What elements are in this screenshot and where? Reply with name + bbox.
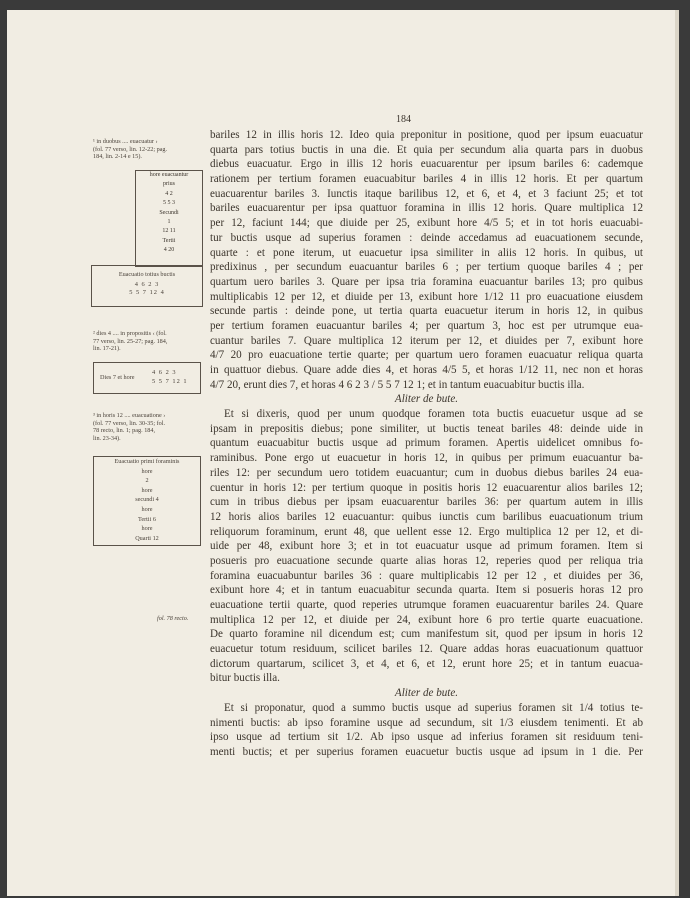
text-line: nimenti buctis: ab ipso foramine usque ad secundum, sit 1/3 eiusdem tenimenti. Et ab [210, 716, 643, 729]
note-line: ² dies 4 .... in propositis ‹ (fol. [93, 330, 167, 337]
text-line: uide per 48, exibunt hore 3; et in tot euacuatur usque ad primum foramen. Item si [210, 540, 643, 553]
text-line: secunde partis : deinde pone, ut tertia quarta euacuetur iterum in horis 12, in quibus [210, 305, 643, 318]
note-line: (fol. 77 verso, lin. 30-35; fol. [93, 419, 166, 427]
table-caption: Euacuatio totius buctis [118, 271, 176, 278]
text-line: bariles euacuarentur per ipsa quattuor foramina in illis 12 horis. Quare multiplica 12 [210, 202, 643, 215]
text-line: ipsam in prepositis diebus; pone similiter, ut buctis teneat bariles 48: deinde uide in [210, 422, 643, 435]
text-line: 4/7 20, erunt dies 7, et horas 4 6 2 3 / 5 5 7 12 1; et in tantum euacuabitur buctis illa. [210, 378, 585, 391]
text-line: rationem per tertium foramen euacuabitur bariles 4 in illis 12 horis. Et per quartum [210, 173, 643, 186]
box-line: hore [141, 486, 153, 494]
box-line: 5 5 3 [163, 200, 175, 207]
text-line: dictorum quartarum, scilicet 3, et 4, et 6, et 12, erunt hore 25; et in tantum euacua- [210, 657, 643, 670]
text-line: predixinus , per secundum euacuantur bariles 6 ; per tertium quoque bariles 4 ; per [210, 261, 643, 274]
note-line: 78 recto, lin. 1; pag. 184, [93, 427, 156, 435]
text-line: euacuetur totum residuum, scilicet bariles 12. Quare addas horas euacuationum quattuor [210, 643, 643, 656]
text-line: quantum euacuabitur buctis usque ad primum foramen. Apertis uidelicet omnibus fo- [210, 437, 643, 450]
evacuation-table-total [91, 265, 203, 307]
section-heading: Aliter de bute. [394, 687, 459, 700]
book-page [7, 10, 679, 896]
box-line: hore euacuantur [149, 172, 189, 178]
text-line: raminibus. Pone ergo ut euacuetur in horis 12, in quibus per primum euacuantur ba- [210, 452, 643, 465]
box-line: 4 2 [165, 190, 173, 197]
text-line: 4/7 20 pro euacuatione tertie quarte; per quartum uero foramen euacuatur reliqua quarta [210, 349, 643, 362]
text-line: Et si dixeris, quod per unum quodque foramen tota buctis euacuetur usque ad se [224, 408, 643, 421]
box-line: Quarti 12 [135, 534, 159, 542]
note-line: ³ in horis 12 .... euacuatione › [93, 412, 166, 419]
fraction-row: 4 6 2 3 [152, 369, 177, 376]
text-line: quarta pars totius buctis in una die. Et quia per secundum alia quarta pars in duobus [210, 143, 643, 156]
note-line: ¹ in duobus .... euacuatur › [93, 138, 158, 145]
fraction-row: 5 5 7 12 4 [129, 289, 165, 296]
box-line: secundi 4 [135, 496, 159, 504]
text-line: per tertium foramen euacuantur bariles 4; per quartum 3, hoc est per utrumque eua- [210, 319, 643, 332]
text-line: euacuarentur bariles 3. Iunctis itaque barilibus 12, et 6, et 4, et 3 faciunt 25; et tot [210, 187, 643, 200]
box-line: prius [163, 181, 175, 188]
main-text [210, 128, 643, 760]
text-line: bariles 12 in illis horis 12. Ideo quia preponitur in positione, quod per ipsum euacuatur [210, 129, 643, 141]
box-line: 2 [145, 477, 149, 485]
first-foramen-box [93, 456, 201, 546]
margin-note-1 [93, 138, 203, 161]
evacuation-hours-box [135, 170, 203, 267]
text-line: cuantur bariles 7. Quare multiplica 12 iterum per 12, et diuides per 7, exibunt hore [210, 334, 643, 347]
text-line: ipso usque ad tertium sit 1/2. Ab ipso usque ad inferius foramen sit residuum teni- [210, 731, 643, 744]
text-line: De quarto foramine nil dicendum est; cum manifestum sit, quod per ipsum in horis 12 [210, 628, 643, 641]
note-line: lin. 17-21). [93, 345, 121, 353]
fraction-row: 4 6 2 3 [134, 281, 160, 288]
text-line: diebus euacuatur. Ergo in illis 12 horis euacuarentur per ipsum bariles 6: cademque [210, 158, 643, 171]
text-line: tur buctis usque ad superius foramen : deinde accedamus ad euacuationem secunde, [210, 231, 643, 244]
section-heading: Aliter de bute. [394, 393, 459, 406]
text-line: per 12, faciunt 144; que diuide per 25, exibunt hore 4/5 5; et in tot horis euacuabi- [210, 217, 643, 230]
text-line: reliquorum foraminum, erunt 48, que uellent esse 12. Ergo multiplica 12 per 12, et di- [210, 525, 643, 538]
box-line: Tertii [162, 237, 176, 244]
text-line: cuentur in horis 12: per tertium quoque in positis horis 12 euacuarentur alios bariles 12; [210, 481, 643, 494]
note-line: lin. 23-34). [93, 434, 121, 442]
box-line: 1 [167, 219, 171, 226]
box-line: Tertii 6 [138, 515, 156, 523]
margin-note-2 [93, 330, 203, 353]
text-line: foramina euacuabuntur bariles 36 : quare multiplicabis 12 per 12 , et diuides per 36, [210, 569, 643, 582]
text-line: Et si proponatur, quod a summo buctis usque ad superius foramen sit 1/4 totius te- [224, 701, 643, 714]
text-line: riles 12: per secundum uero totidem euacuantur; cum in duobus diebus bariles 24 eua- [210, 466, 643, 479]
box-line: Euacuatio primi foraminis [114, 458, 180, 465]
text-line: quartum uero bariles 3. Quare per ipsa tria foramina euacuantur bariles 13; pro quibus [210, 275, 643, 288]
text-line: 12 horis alios bariles 12 euacuantur: quibus iunctis cum barilibus euacuationum trium [210, 510, 643, 523]
page-number: 184 [396, 114, 411, 125]
note-line: (fol. 77 verso, lin. 12-22; pag. [93, 145, 168, 153]
box-line: Secundi [159, 209, 179, 216]
box-line: hore [141, 505, 153, 513]
text-line: quarte : et pone iterum, ut euacuetur ipsa similiter in aliis 12 horis. In quibus, ut [210, 246, 643, 259]
text-line: multiplica 12 per 12, et diuide per 24, exibunt hore 6 pro tertie quarte euacuatione. [210, 613, 643, 626]
folio-note: fol. 78 recto. [157, 615, 189, 622]
text-line: multiplicabis 12 per 12, et diuide per 13, exibunt hore 1/12 11 pro euacuatione eiusdem [210, 290, 643, 303]
box-label: Dies 7 et hore [100, 374, 135, 381]
box-line: 4 20 [163, 247, 175, 254]
box-line: hore [141, 525, 153, 533]
text-line: in quattuor diebus. Quare adde dies 4, et horas 4/5 5, et horas 1/12 11, nec non et horas [210, 364, 643, 376]
days-hours-box [93, 362, 201, 394]
text-line: exibunt hore 4; et in tantum euacuabitur secunda quarta. Item si posueris horas 12 pro [210, 584, 643, 597]
text-line: cum in tribus diebus per ipsam euacuarentur bariles 36: per quartum autem in illis [210, 496, 643, 509]
box-line: 12 11 [162, 228, 176, 235]
note-line: 184, lin. 2-14 e 15). [93, 153, 142, 161]
box-line: hore [141, 467, 153, 475]
text-line: bitur buctis illa. [210, 672, 280, 685]
note-line: 77 verso, lin. 25-27; pag. 184, [93, 337, 168, 345]
text-line: posueris pro euacuatione secunde quarte alias horas 12, reperies quod per reliqua tria [210, 554, 643, 567]
margin-note-3 [93, 412, 203, 442]
text-line: menti buctis; et per superius foramen euacuetur buctis usque ad ipsum in 1 die. Per [210, 745, 643, 758]
fraction-row: 5 5 7 12 1 [152, 378, 188, 385]
text-line: euacuatione tertii quarte, quod reperies utrumque foramen euacuarentur bariles 24. Quare [210, 599, 643, 611]
